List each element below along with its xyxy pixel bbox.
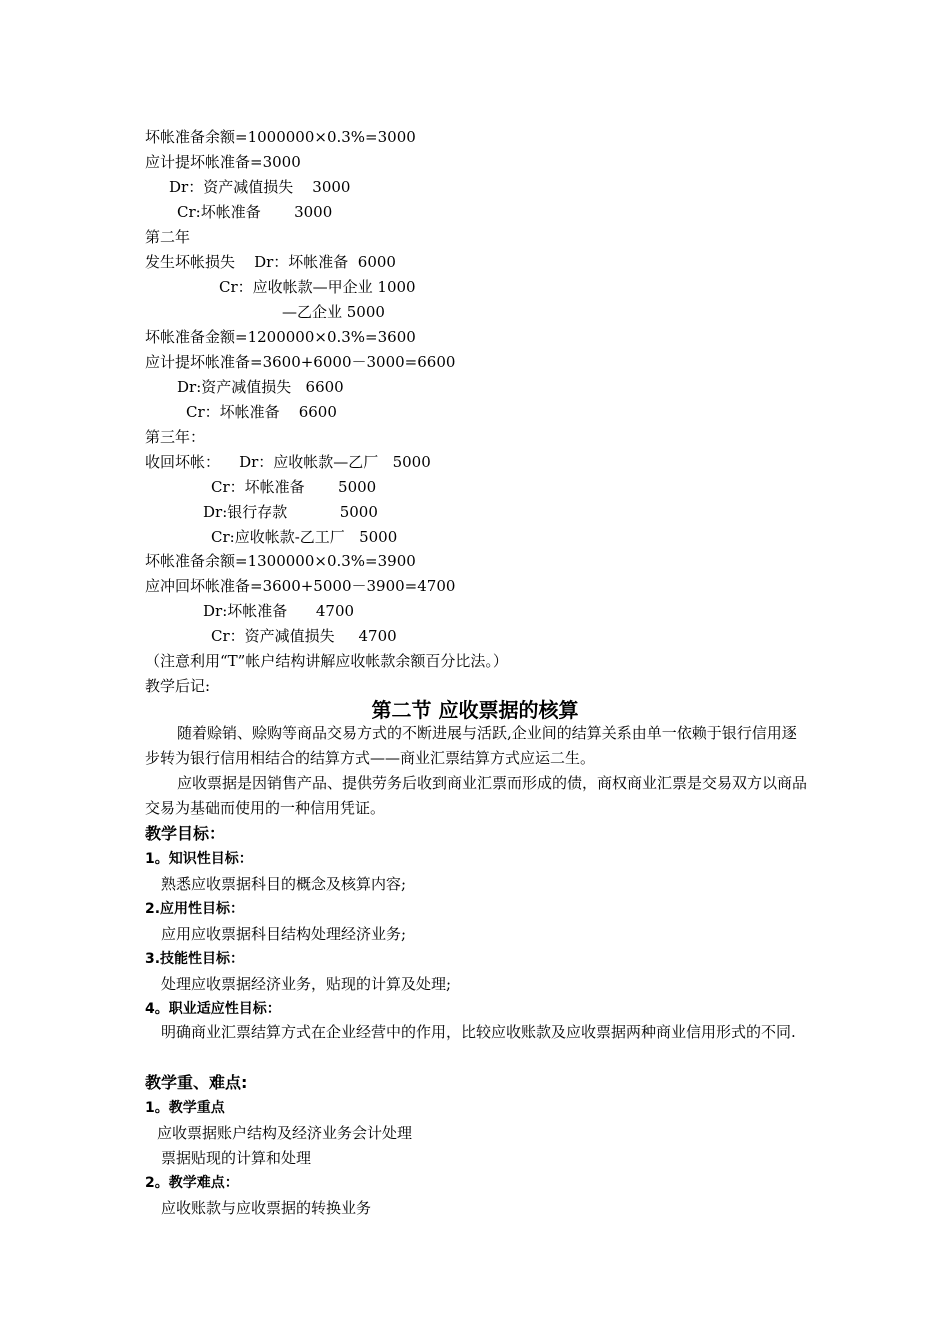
postscript-label: 教学后记: xyxy=(145,677,211,695)
goal2-text: 应用应收票据科目结构处理经济业务; xyxy=(161,925,407,943)
year3-credit1-line: Cr：坏帐准备 5000 xyxy=(211,478,377,496)
goal4-text: 明确商业汇票结算方式在企业经营中的作用，比较应收账款及应收票据两种商业信用形式的不同. xyxy=(161,1023,796,1041)
year2-credit1-line: Cr：应收帐款—甲企业 1000 xyxy=(219,278,416,296)
goal3-text: 处理应收票据经济业务，贴现的计算及处理; xyxy=(161,975,452,993)
year3-reverse-line: 应冲回坏帐准备=3600+5000－3900=4700 xyxy=(145,577,456,595)
year3-credit2-line: Cr:应收帐款-乙工厂 5000 xyxy=(211,528,398,546)
section-title: 第二节 应收票据的核算 xyxy=(371,698,579,722)
year2-provision-line: 应计提坏帐准备=3600+6000－3000=6600 xyxy=(145,353,456,371)
difficult-point-item-1: 应收账款与应收票据的转换业务 xyxy=(161,1199,372,1217)
year3-recover-line: 收回坏帐： Dr：应收帐款—乙厂 5000 xyxy=(145,453,431,471)
intro-paragraph-2: 应收票据是因销售产品、提供劳务后收到商业汇票而形成的债，商权商业汇票是交易双方以商品交易为基础而使用的一种信用凭证。 xyxy=(145,774,808,817)
goal1-text: 熟悉应收票据科目的概念及核算内容; xyxy=(161,875,407,893)
difficult-points-heading: 2。教学难点： xyxy=(145,1175,239,1191)
goals-heading: 教学目标： xyxy=(145,824,226,843)
goal4-heading: 4。职业适应性目标： xyxy=(145,1001,281,1017)
key-points-heading-1: 1。教学重点 xyxy=(145,1100,225,1116)
year3-title: 第三年： xyxy=(145,428,206,446)
year1-debit-line: Dr：资产减值损失 3000 xyxy=(169,178,351,196)
year1-balance-line: 坏帐准备余额=1000000×0.3%=3000 xyxy=(145,128,416,146)
year2-loss-line: 发生坏帐损失 Dr：坏帐准备 6000 xyxy=(145,253,396,271)
year1-provision-line: 应计提坏帐准备=3000 xyxy=(145,153,301,171)
year3-credit3-line: Cr：资产减值损失 4700 xyxy=(211,627,397,645)
year2-title: 第二年 xyxy=(145,228,191,246)
key-point-item-1: 应收票据账户结构及经济业务会计处理 xyxy=(157,1124,413,1142)
year3-balance-line: 坏帐准备余额=1300000×0.3%=3900 xyxy=(145,552,416,570)
year2-balance-line: 坏帐准备金额=1200000×0.3%=3600 xyxy=(145,328,416,346)
year3-debit3-line: Dr:坏帐准备 4700 xyxy=(203,602,355,620)
goal1-heading: 1。知识性目标： xyxy=(145,851,253,867)
key-points-heading: 教学重、难点: xyxy=(145,1073,248,1092)
year1-credit-line: Cr:坏帐准备 3000 xyxy=(177,203,333,221)
goal2-heading: 2.应用性目标： xyxy=(145,901,245,917)
goal3-heading: 3.技能性目标： xyxy=(145,951,245,967)
key-point-item-2: 票据贴现的计算和处理 xyxy=(161,1149,312,1167)
teaching-note: （注意利用“T”帐户结构讲解应收帐款余额百分比法。） xyxy=(145,652,508,670)
year2-credit2-line: —乙企业 5000 xyxy=(282,303,385,321)
year2-credit-line: Cr：坏帐准备 6600 xyxy=(186,403,337,421)
year2-debit-line: Dr:资产减值损失 6600 xyxy=(177,378,344,396)
intro-paragraph-1: 随着赊销、赊购等商品交易方式的不断进展与活跃,企业间的结算关系由单一依赖于银行信用逐步转为银行信用相结合的结算方式——商业汇票结算方式应运二生。 xyxy=(145,724,797,767)
year3-debit2-line: Dr:银行存款 5000 xyxy=(203,503,378,521)
